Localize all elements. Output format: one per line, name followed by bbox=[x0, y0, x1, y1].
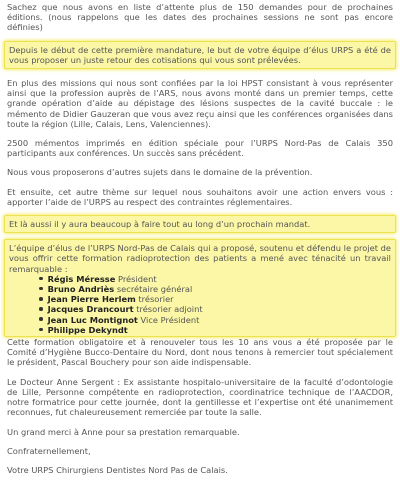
member-role: trésorier adjoint bbox=[136, 304, 203, 315]
paragraph-mementos: 2500 mémentos imprimés en édition spéciale pour l’URPS Nord-Pas de Calais 350 participants aux conférences. Un succès sans précédent. bbox=[7, 138, 393, 159]
highlight-box-mandate bbox=[4, 41, 396, 69]
member-role: trésorier bbox=[138, 294, 174, 305]
member-name: Jean Luc Montignot bbox=[47, 314, 138, 325]
paragraph-mandatory-training: Cette formation obligatoire et à renouveler tous les 10 ans vous a été proposée par le Comité d’Hygiène Bucco-Dentaire du Nord, dont nous tenons à remercier tout spécialement le président, Pascal Bouchery pour son aide indispensable. bbox=[7, 337, 393, 368]
bullet-icon bbox=[39, 317, 43, 321]
bullet-icon bbox=[39, 297, 43, 301]
member-item bbox=[39, 294, 391, 304]
member-name: Jacques Drancourt bbox=[47, 304, 134, 315]
bullet-icon bbox=[39, 328, 43, 332]
member-name: Régis Méresse bbox=[47, 273, 116, 284]
member-item bbox=[39, 304, 391, 314]
member-role: secrétaire général bbox=[116, 284, 193, 295]
bullet-icon bbox=[39, 307, 43, 311]
member-role: Vice Président bbox=[140, 314, 200, 325]
paragraph-training-intro: L’équipe d’élus de l’URPS Nord-Pas de Calais qui a proposé, soutenu et défendu le projet de vous offrir cette formation radioprotection des patients a mené avec ténacité un travail remarquable : bbox=[9, 243, 391, 274]
paragraph-waitlist: Sachez que nous avons en liste d’attente plus de 150 demandes pour de prochaines éditions. (nous rappelons que les dates des prochaines sessions ne sont pas encore définies) bbox=[7, 2, 393, 33]
bullet-icon bbox=[39, 287, 43, 291]
highlight-box-team bbox=[4, 239, 396, 337]
member-item bbox=[39, 274, 391, 284]
member-item bbox=[39, 325, 391, 335]
member-item bbox=[39, 315, 391, 325]
member-item bbox=[39, 284, 391, 294]
member-list bbox=[9, 274, 391, 335]
bullet-icon bbox=[39, 277, 43, 281]
paragraph-prevention: Nous vous proposerons d’autres sujets dans le domaine de la prévention. bbox=[7, 167, 313, 178]
paragraph-missions: En plus des missions qui nous sont confiées par la loi HPST consistant à vous représenter ainsi que la profession auprès de l’ARS, nous avons monté dans un premier temps, cette grande opération d’aide au dépistage des lésions suspectes de la cavité buccale : le mémento de Didier Gauzeran que vous avez reçu ainsi que les conférences organisées dans toute la région (Lille, Calais, Lens, Valenciennes). bbox=[7, 78, 393, 129]
paragraph-regulatory: Et ensuite, cet autre thème sur lequel nous souhaitons avoir une action envers vous : apporter l’aide de l’URPS au respect des contraintes réglementaires. bbox=[7, 186, 393, 207]
highlight-box-much-to-do bbox=[4, 215, 396, 233]
paragraph-greeting: Confraternellement, bbox=[7, 445, 91, 456]
paragraph-thanks-anne: Un grand merci à Anne pour sa prestation remarquable. bbox=[7, 426, 240, 437]
paragraph-anne-sergent: Le Docteur Anne Sergent : Ex assistante hospitalo-universitaire de la faculté d’odontologie de Lille, Personne compétente en radioprotection, coordinatrice technique de l’AACDOR, notre formatrice pour cette journée, dont la gentillesse et l’expertise ont été unanimement reconnues, fut chaleureusement remerciée par toute la salle. bbox=[7, 376, 393, 418]
member-name: Philippe Dekyndt bbox=[47, 324, 128, 335]
member-role: Président bbox=[117, 273, 157, 284]
paragraph-mandate-goal: Depuis le début de cette première mandature, le but de votre équipe d’élus URPS a été de vous proposer un juste retour des cotisations qui vous sont prélevées. bbox=[9, 44, 391, 65]
paragraph-much-to-do: Et là aussi il y aura beaucoup à faire tout au long d’un prochain mandat. bbox=[9, 219, 311, 230]
paragraph-signature: Votre URPS Chirurgiens Dentistes Nord Pas de Calais. bbox=[7, 464, 228, 475]
member-name: Bruno Andriès bbox=[47, 284, 115, 295]
member-name: Jean Pierre Herlem bbox=[47, 294, 136, 305]
